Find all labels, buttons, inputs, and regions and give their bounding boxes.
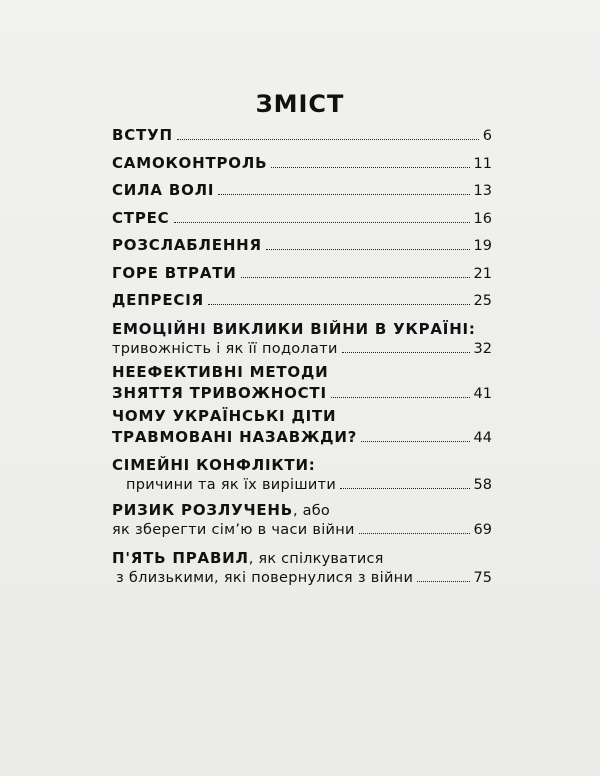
toc-entry-label: СТРЕС — [112, 209, 170, 227]
toc-page-number: 25 — [473, 293, 492, 309]
dot-leader — [174, 222, 470, 223]
toc-entry — [112, 363, 492, 402]
toc-entry-label: РИЗИК РОЗЛУЧЕНЬ — [112, 501, 294, 519]
toc-entry — [112, 126, 492, 144]
toc-entry — [112, 320, 492, 357]
dot-leader — [340, 488, 469, 489]
dot-leader — [417, 581, 469, 582]
toc-entry — [112, 181, 492, 199]
toc-entry — [112, 549, 492, 586]
toc-entry-label: СИЛА ВОЛІ — [112, 181, 215, 199]
toc-page-number: 41 — [473, 386, 492, 402]
toc-entry — [112, 154, 492, 172]
toc-entry-label: СІМЕЙНІ КОНФЛІКТИ: — [112, 456, 316, 474]
toc-page-number: 21 — [473, 266, 492, 282]
toc-entry — [112, 264, 492, 282]
toc-entry-label: САМОКОНТРОЛЬ — [112, 154, 268, 172]
dot-leader — [208, 304, 470, 305]
dot-leader — [177, 139, 479, 140]
dot-leader — [331, 397, 470, 398]
dot-leader — [218, 194, 469, 195]
toc-entry-label: ЧОМУ УКРАЇНСЬКІ ДІТИ — [112, 407, 337, 425]
toc-entry-subtitle: причини та як їх вирішити — [126, 477, 337, 493]
toc-page-number: 75 — [473, 570, 492, 586]
toc-page-number: 32 — [473, 341, 492, 357]
page-title: ЗМІСТ — [255, 90, 345, 118]
toc-page-number: 11 — [473, 156, 492, 172]
toc-entry-label: РОЗСЛАБЛЕННЯ — [112, 236, 262, 254]
toc-entry-subtitle: тривожність і як її подолати — [112, 341, 338, 357]
toc-entry-label: НЕЕФЕКТИВНІ МЕТОДИ — [112, 363, 329, 381]
toc-entry-label-line2: ТРАВМОВАНІ НАЗАВЖДИ? — [112, 428, 358, 446]
dot-leader — [361, 441, 469, 442]
toc-entry-subtitle: як зберегти сім’ю в часи війни — [112, 522, 355, 538]
toc-entry-label: ВСТУП — [112, 126, 173, 144]
toc-entry-label-suffix: , або — [293, 503, 330, 519]
toc-page-number: 58 — [473, 477, 492, 493]
toc-entry — [112, 501, 492, 538]
toc-page-number: 69 — [473, 522, 492, 538]
dot-leader — [342, 352, 470, 353]
toc-entry-label-suffix: , як спілкуватися — [248, 551, 384, 567]
toc-entry — [112, 209, 492, 227]
dot-leader — [271, 167, 469, 168]
toc-entry-label: ЕМОЦІЙНІ ВИКЛИКИ ВІЙНИ В УКРАЇНІ: — [112, 320, 476, 338]
dot-leader — [266, 249, 470, 250]
toc-page-number: 6 — [482, 128, 492, 144]
toc-entry — [112, 236, 492, 254]
toc-entry-label: П'ЯТЬ ПРАВИЛ — [112, 549, 249, 567]
toc-entry — [112, 456, 492, 493]
toc-entry — [112, 291, 492, 309]
dot-leader — [241, 277, 470, 278]
toc-entry-subtitle: з близькими, які повернулися з війни — [116, 570, 414, 586]
toc-page-number: 16 — [473, 211, 492, 227]
toc-page-number: 44 — [473, 430, 492, 446]
toc-page-number: 13 — [473, 183, 492, 199]
toc-entry-label-line2: ЗНЯТТЯ ТРИВОЖНОСТІ — [112, 384, 327, 402]
dot-leader — [359, 533, 470, 534]
toc-entry-label: ДЕПРЕСІЯ — [112, 291, 204, 309]
toc-entry — [112, 407, 492, 446]
toc-page-number: 19 — [473, 238, 492, 254]
toc-entry-label: ГОРЕ ВТРАТИ — [112, 264, 237, 282]
